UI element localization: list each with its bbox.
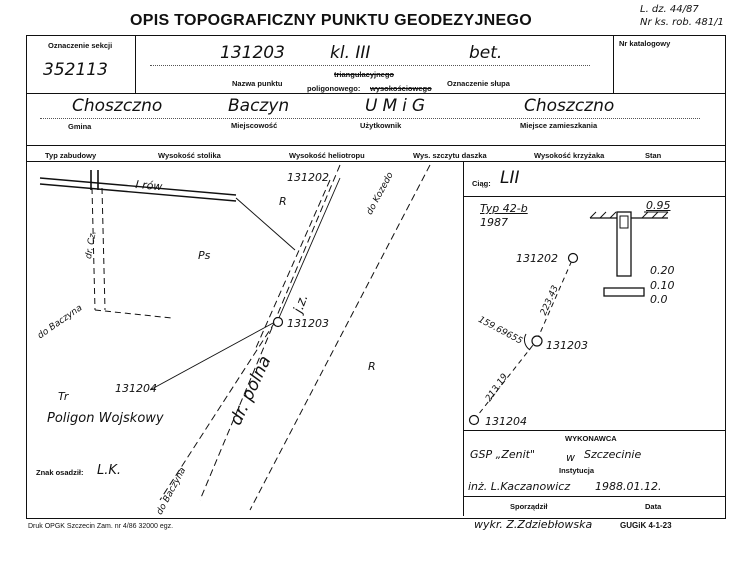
znak-value: L.K. <box>97 463 122 478</box>
hatch-3 <box>610 212 616 218</box>
military-ground-label: Poligon Wojskowy <box>47 411 164 426</box>
wysokosc-krzyzaka-label: Wysokość krzyżaka <box>534 151 605 160</box>
land-use-tr: Tr <box>58 390 69 403</box>
form-code: GUGiK 4-1-23 <box>620 521 672 530</box>
ditch-left-2 <box>102 188 105 310</box>
drawn-by: wykr. Z.Zdziebłowska <box>474 518 593 531</box>
monument-year: 1987 <box>480 216 508 229</box>
pillar-head <box>620 216 628 228</box>
dim-00: 0.0 <box>650 293 668 306</box>
typ-zabudowy-label: Typ zabudowy <box>45 151 97 160</box>
wykonawca-title: WYKONAWCA <box>565 434 617 443</box>
sketch-label-131204: 131204 <box>485 415 527 428</box>
hatch-4 <box>642 212 648 218</box>
to-baczyn-top-label: do Baczyna <box>36 303 85 342</box>
stan-label: Stan <box>645 151 662 160</box>
map-point-131203: 131203 <box>287 317 329 330</box>
sketch-label-131203: 131203 <box>546 339 588 352</box>
depth-095: 0.95 <box>646 199 671 212</box>
map-point-131202: 131202 <box>287 171 329 184</box>
dim-010: 0.10 <box>650 279 675 292</box>
hatch-2 <box>600 212 606 218</box>
wysokosc-stolika-label: Wysokość stolika <box>158 151 221 160</box>
name-option-triangulation: triangulacyjnego <box>334 70 395 79</box>
jz-label: j.z. <box>291 292 312 316</box>
zamieszkanie-value: Choszczno <box>524 96 615 116</box>
name-option-polygon: poligonowego: <box>307 84 361 93</box>
author-name: inż. L.Kaczanowicz <box>468 480 571 493</box>
ciag-label: Ciąg: <box>472 179 491 188</box>
miejscowosc-label: Miejscowość <box>231 121 278 130</box>
sporzadzil-label: Sporządził <box>510 502 548 511</box>
monument-type: Typ 42-b <box>480 202 528 215</box>
sketch-point-131203 <box>532 336 542 346</box>
road-edge-2 <box>250 165 430 510</box>
section-label: Oznaczenie sekcji <box>48 41 113 50</box>
to-kozedo-label: do Kozedo <box>365 170 396 217</box>
uzytkownik-value: UMiG <box>365 96 431 116</box>
print-info: Druk OPGK Szczecin Zam. nr 4/86 32000 egz. <box>28 523 174 530</box>
uzytkownik-label: Użytkownik <box>360 121 402 130</box>
author-date: 1988.01.12. <box>595 480 662 493</box>
data-label: Data <box>645 502 662 511</box>
company-city: Szczecinie <box>584 448 642 461</box>
to-baczyn-bottom-label: do Baczyna <box>155 466 189 517</box>
point-number: 131203 <box>220 43 285 63</box>
land-use-r-right: R <box>368 360 376 373</box>
dim-020: 0.20 <box>650 264 675 277</box>
corner-nr-ks: Nr ks. rob. 481/1 <box>640 17 724 28</box>
sketch-angle-arc <box>524 334 530 350</box>
road-to-baczyn-top <box>95 310 172 318</box>
road-label-row: I rów <box>134 178 163 194</box>
sketch-angle-value: 159.69655 <box>476 315 524 347</box>
sketch-point-131202 <box>569 254 578 263</box>
form-title: OPIS TOPOGRAFICZNY PUNKTU GEODEZYJNEGO <box>130 12 532 29</box>
hatch-5 <box>652 212 658 218</box>
dirt-road-label: dr. polna <box>226 352 276 429</box>
section-value: 352113 <box>43 60 108 80</box>
zamieszkanie-label: Miejsce zamieszkania <box>520 121 598 130</box>
sketch-distance-2: 213.19 <box>484 372 511 404</box>
corner-ldz: L. dz. 44/87 <box>640 4 699 15</box>
map-point-131204: 131204 <box>115 382 157 395</box>
point-class: kl. III <box>330 43 371 63</box>
znak-label: Znak osadził: <box>36 468 84 477</box>
hatch-6 <box>662 212 668 218</box>
marker-type: bet. <box>469 43 503 63</box>
wysokosc-heliotropu-label: Wysokość heliotropu <box>289 151 365 160</box>
instytucja-label: Instytucja <box>559 466 595 475</box>
catalog-label: Nr katalogowy <box>619 39 671 48</box>
ditch-label: dr. Cz. <box>84 230 99 260</box>
hatch-1 <box>590 212 596 218</box>
company-w: w <box>566 451 575 464</box>
sketch-label-131202: 131202 <box>516 252 558 265</box>
gmina-label: Gmina <box>68 122 92 131</box>
name-label: Nazwa punktu <box>232 79 283 88</box>
pillar-label: Oznaczenie słupa <box>447 79 510 88</box>
land-use-r-top: R <box>279 195 287 208</box>
sketch-point-131204 <box>470 416 479 425</box>
sketch-distance-1: 223.43 <box>539 284 561 318</box>
land-use-ps: Ps <box>198 249 211 262</box>
miejscowosc-value: Baczyn <box>228 96 290 116</box>
road-edge-1 <box>200 165 340 500</box>
name-option-height: wysokościowego <box>370 84 432 93</box>
company-name: GSP „Zenit" <box>470 448 536 461</box>
ciag-value: LII <box>500 168 520 188</box>
wysokosc-daszka-label: Wys. szczytu daszka <box>413 151 487 160</box>
point-131203-marker <box>274 318 283 327</box>
underground-plate <box>604 288 644 296</box>
gmina-value: Choszczno <box>72 96 163 116</box>
